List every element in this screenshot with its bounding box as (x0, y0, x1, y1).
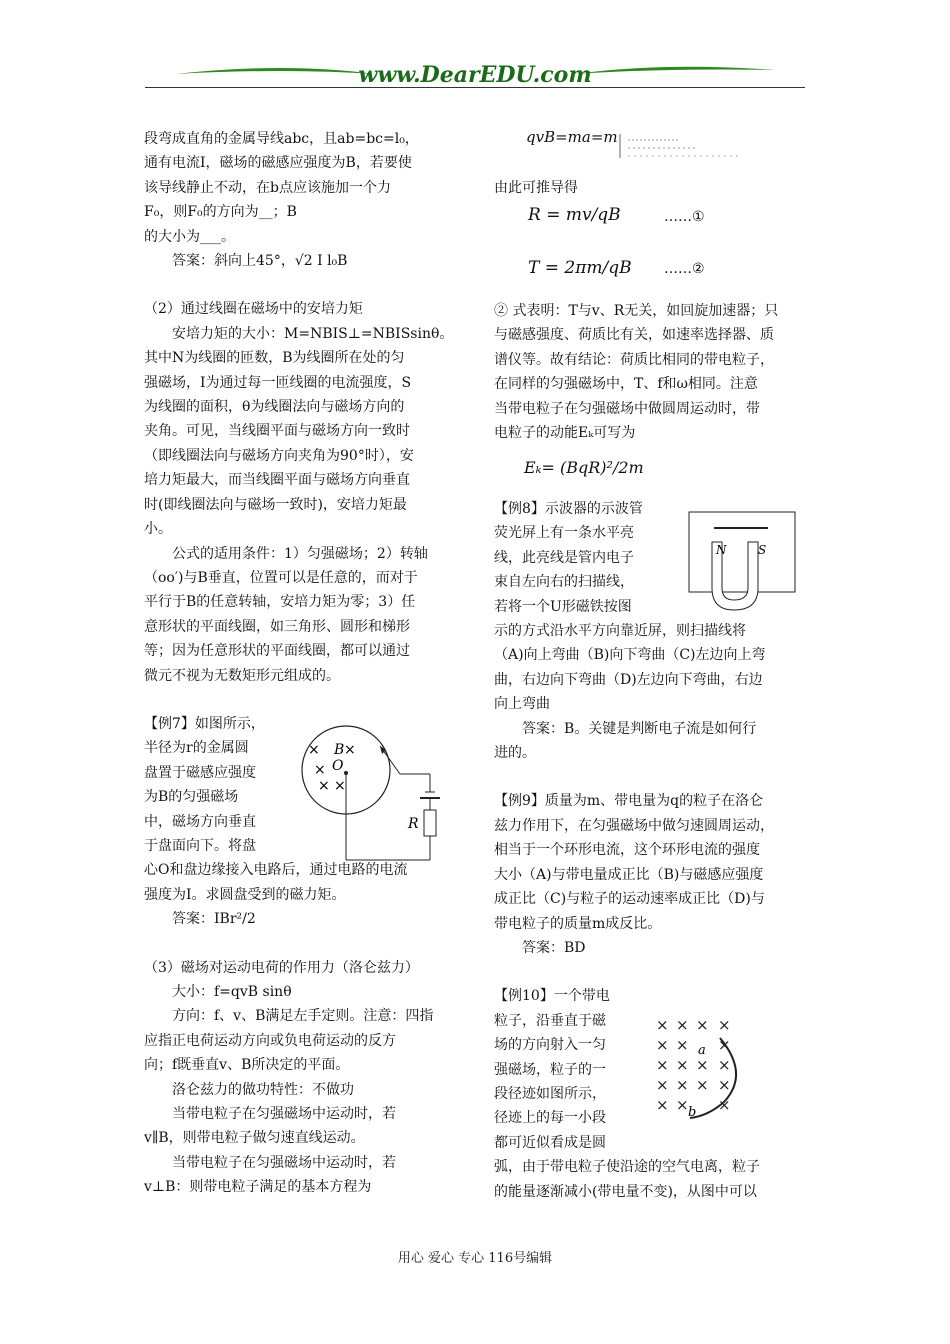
svg-text:×: × (656, 1016, 669, 1034)
text-line: 当带电粒子在匀强磁场中运动时，若 (172, 1154, 396, 1171)
text-line: 段弯成直角的金属导线abc，且ab=bc=l₀， (144, 131, 419, 147)
svg-text:×: × (718, 1056, 731, 1074)
svg-text:×: × (334, 778, 346, 794)
text-line: ② 式表明：T与v、R无关，如回旋加速器；只 (494, 303, 779, 319)
text-line: 曲，右边向下弯曲（D)左边向下弯曲，右边 (494, 671, 763, 688)
label-a: a (698, 1043, 706, 1058)
text-line: （即线圈法向与磁场方向夹角为90°时），安 (144, 447, 414, 464)
text-line: 示的方式沿水平方向靠近屏，则扫描线将 (494, 623, 746, 640)
text-line: 当带电粒子在匀强磁场中运动时，若 (172, 1106, 396, 1123)
text-line: 【例9】质量为m、带电量为q的粒子在洛仑 (494, 793, 764, 810)
text-line: 与磁感强度、荷质比有关，如速率选择器、质 (494, 327, 774, 344)
text-line: 弧，由于带电粒子使沿途的空气电离，粒子 (494, 1159, 760, 1176)
label-b10: b (688, 1105, 697, 1120)
text-line: 谱仪等。故有结论：荷质比相同的带电粒子， (494, 351, 774, 368)
text-line: 【例7】如图所示， (144, 715, 265, 732)
answer-7: 答案：IBr²/2 (172, 911, 256, 928)
text-line: 为线圈的面积，θ为线圈法向与磁场方向的 (144, 399, 405, 416)
text-line: v∥B，则带电粒子做匀速直线运动。 (144, 1130, 365, 1147)
svg-text:×: × (656, 1076, 669, 1094)
svg-text:×: × (676, 1076, 689, 1094)
svg-text:×: × (676, 1016, 689, 1034)
svg-text:×: × (696, 1076, 709, 1094)
svg-text:×: × (656, 1096, 669, 1114)
text-line: 方向：f、v、B满足左手定则。注意：四指 (172, 1008, 434, 1025)
text-line: 向；f既垂直v、B所决定的平面。 (144, 1057, 350, 1074)
label-n: N (716, 543, 727, 557)
text-line: 大小（A)与带电量成正比（B)与磁感应强度 (494, 866, 764, 883)
text-line: 向上弯曲 (494, 696, 550, 713)
text-line: 强磁场，I为通过每一匝线圈的电流强度，S (144, 374, 412, 391)
text-line: 相当于一个环形电流，这个环形电流的强度 (494, 842, 760, 859)
text-line: 强度为I。求圆盘受到的磁力矩。 (144, 886, 346, 903)
equation-0: qvB=ma=m (526, 128, 618, 146)
svg-text:×: × (718, 1076, 731, 1094)
text-line: 的大小为___。 (144, 228, 235, 245)
svg-text:×: × (718, 1036, 731, 1054)
text-line: 等；因为任意形状的平面线圈，都可以通过 (144, 643, 410, 660)
text-line: 线，此亮线是管内电子 (494, 549, 634, 566)
text-line: 当带电粒子在匀强磁场中做圆周运动时，带 (494, 400, 760, 417)
answer-8: 答案：B。关键是判断电子流是如何行 (522, 720, 757, 737)
disk-circuit-figure (298, 718, 458, 868)
svg-text:×: × (344, 742, 356, 758)
text-line: 【例8】示波器的示波管 (494, 501, 643, 517)
text-line: 进的。 (494, 745, 536, 762)
text-line: 意形状的平面线圈，如三角形、圆形和梯形 (144, 618, 410, 635)
text-line: 【例10】一个带电 (494, 988, 610, 1005)
svg-text:×: × (696, 1016, 709, 1034)
text-line: （oo′)与B垂直，位置可以是任意的，而对于 (144, 569, 418, 586)
text-line: 兹力作用下，在匀强磁场中做匀速圆周运动， (494, 817, 774, 834)
text-line: 心O和盘边缘接入电路后，通过电路的电流 (144, 862, 408, 879)
label-b: B (334, 742, 345, 758)
text-line: 培力矩最大，而当线圈平面与磁场方向垂直 (144, 472, 410, 489)
derive-line (494, 176, 810, 200)
right-column-a (494, 299, 810, 445)
text-line: 带电粒子的质量m成反比。 (494, 915, 662, 932)
text-line: （A)向上弯曲（B)向下弯曲（C)左边向上弯 (494, 647, 766, 664)
answer-9: 答案：BD (522, 939, 586, 956)
text-line: 微元不视为无数矩形元组成的。 (144, 667, 340, 684)
text-line: 于盘面向下。将盘 (144, 837, 256, 854)
text-line: 成正比（C)与粒子的运动速率成正比（D)与 (494, 891, 765, 908)
text-line: 由此可推导得 (494, 180, 578, 196)
text-line: 强磁场，粒子的一 (494, 1061, 606, 1078)
text-line: 半径为r的金属圆 (144, 740, 249, 757)
page-footer: 用心 爱心 专心 116号编辑 (397, 1251, 553, 1266)
text-line: 洛仑兹力的做功特性：不做功 (172, 1081, 354, 1098)
header-rule (145, 87, 805, 88)
text-line: 中，磁场方向垂直 (144, 813, 256, 830)
site-logo[interactable]: www.DearEDU.com (358, 62, 592, 88)
svg-text:×: × (656, 1056, 669, 1074)
svg-text:×: × (308, 742, 320, 758)
text-line: 为B的匀强磁场 (144, 789, 239, 806)
kinetic-energy-eq: Eₖ= (BqR)²/2m (524, 458, 644, 477)
text-line: 安培力矩的大小：M=NBIS⊥=NBISsinθ。 (172, 325, 454, 342)
text-line: 都可近似看成是圆 (494, 1134, 606, 1151)
text-line: 电粒子的动能Eₖ可写为 (494, 425, 636, 442)
text-line: 其中N为线圈的匝数，B为线圈所在处的匀 (144, 350, 405, 367)
svg-text:×: × (676, 1036, 689, 1054)
equation-1: R = mv/qB (528, 205, 621, 225)
text-line: 盘置于磁感应强度 (144, 764, 256, 781)
equation-1-number: ……① (664, 209, 705, 225)
section-3-title: （3）磁场对运动电荷的作用力（洛仑兹力） (144, 959, 419, 976)
answer-1: 答案：斜向上45°，√2 I l₀B (172, 253, 348, 270)
text-line: 应指正电荷运动方向或负电荷运动的反方 (144, 1032, 396, 1049)
text-line: 段径迹如图所示， (494, 1085, 606, 1102)
svg-text:×: × (718, 1016, 731, 1034)
equation-2-number: ……② (664, 261, 705, 277)
text-line: 该导线静止不动，在b点应该施加一个力 (144, 179, 391, 196)
text-line: 公式的适用条件：1）匀强磁场；2）转轴 (172, 545, 428, 562)
svg-text:×: × (318, 778, 330, 794)
text-line: 小。 (144, 521, 172, 538)
text-line: 大小：f=qvB sinθ (172, 984, 292, 1000)
text-line: v⊥B：则带电粒子满足的基本方程为 (144, 1179, 372, 1196)
page-header (145, 60, 805, 92)
label-o: O (332, 758, 344, 774)
particle-track-figure (650, 1014, 750, 1124)
text-line: 若将一个U形磁铁按图 (494, 598, 632, 615)
text-line: 粒子，沿垂直于磁 (494, 1012, 606, 1029)
left-column (144, 127, 462, 1200)
svg-text:×: × (656, 1036, 669, 1054)
text-line: 荧光屏上有一条水平亮 (494, 525, 634, 542)
text-line: F₀，则F₀的方向为__；B (144, 204, 297, 221)
text-line: 时(即线圈法向与磁场一致时)，安培力矩最 (144, 496, 407, 513)
text-line: 平行于B的任意转轴，安培力矩为零；3）任 (144, 594, 416, 611)
svg-text:×: × (676, 1056, 689, 1074)
svg-text:×: × (696, 1056, 709, 1074)
svg-text:×: × (718, 1096, 731, 1114)
text-line: 径迹上的每一小段 (494, 1110, 606, 1127)
text-line: 夹角。可见，当线圈平面与磁场方向一致时 (144, 423, 410, 440)
svg-text:×: × (676, 1096, 689, 1114)
oscilloscope-magnet-figure (688, 506, 798, 614)
blurred-fraction (618, 132, 748, 162)
label-r: R (408, 816, 419, 832)
text-line: 场的方向射入一匀 (494, 1037, 606, 1054)
label-s: S (758, 543, 767, 557)
text-line: 通有电流I，磁场的磁感应强度为B，若要使 (144, 155, 412, 172)
section-2-title: （2）通过线圈在磁场中的安培力矩 (144, 301, 363, 318)
svg-text:×: × (314, 762, 326, 778)
equation-2: T = 2πm/qB (528, 258, 632, 278)
text-line: 的能量逐渐减小(带电量不变)，从图中可以 (494, 1183, 757, 1200)
text-line: 束自左向右的扫描线， (494, 574, 634, 591)
text-line: 在同样的匀强磁场中，T、f和ω相同。注意 (494, 376, 758, 393)
